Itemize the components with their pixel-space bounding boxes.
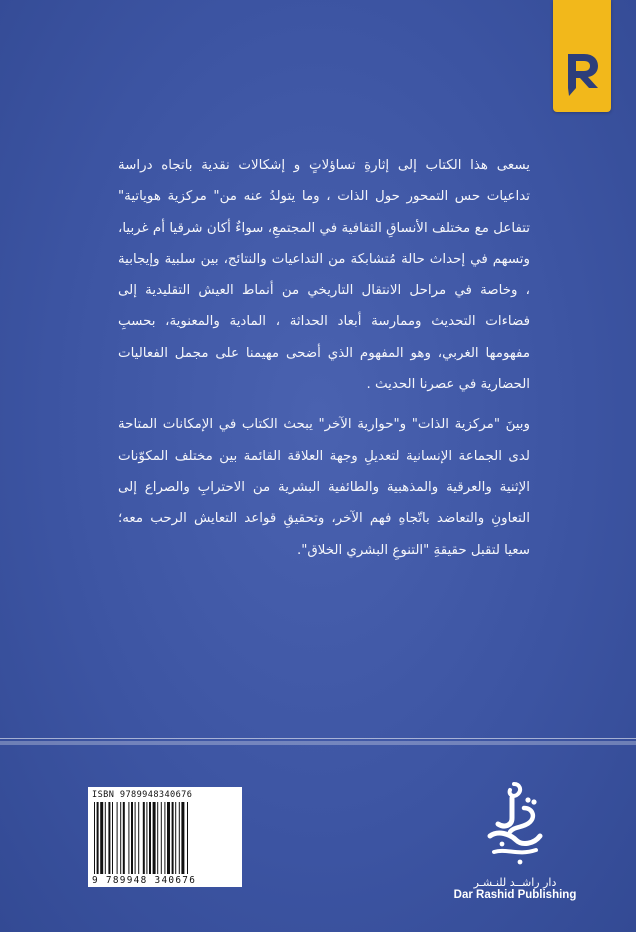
isbn-barcode [88,787,242,887]
isbn-label: ISBN 9789948340676 [92,790,193,800]
publisher-badge [553,0,611,112]
publisher-block [430,778,600,901]
isbn-digits: 9 789948 340676 [92,875,197,886]
barcode-bars [92,802,238,874]
divider-line [0,738,636,739]
publisher-name-english: Dar Rashid Publishing [453,889,577,901]
r-logo-icon [560,50,604,96]
blurb-paragraph: يسعى هذا الكتاب إلى إثارةِ تساؤلاتٍ و إشكالات نقدية باتجاه دراسة تداعيات حس التمحور حول الذات ، وما يتولدُ عنه من" مركزية هوياتية" تتفاعل مع مختلف الأنساقِ الثقافية في المجتمعِ، سواءٌ أكان شرقيا أم غربيا، وتسهم في إحداث حالة مُتشابكة من التداعيات والنتائج، بين سلبية وإيجابية ، وخاصة في مراحل الانتقال التاريخي من أنماط العيش التقليدية إلى فضاءات التحديث وممارسة أبعاد الحداثة ، المادية والمعنوية، بحسبِ مفهومها الغربي، وهو المفهوم الذي أضحى مهيمنا على مجمل الفعاليات الحضارية في عصرنا الحديث . [118,158,530,393]
blurb-paragraph: وبينَ "مركزية الذات" و"حوارية الآخر" يبحث الكتاب في الإمكانات المتاحة لدى الجماعة الإنسانية لتعديلِ وجهة العلاقة القائمة بين مختلف المكوّنات الإثنية والعرقية والمذهبية والطائفية البشرية من الاحترابِ والصراع إلى التعاونِ والتعاضد باتّجاهِ فهم الآخر، وتحقيقِ قواعد التعايش الرحب معه؛ سعيا لتقبل حقيقةِ "التنوعِ البشري الخلاق". [118,417,530,558]
divider-band [0,741,636,745]
back-cover-blurb [118,150,530,566]
dar-rashid-calligraphy-logo-icon [470,778,560,870]
publisher-name-arabic: دار راشــد للنـشـر [473,876,557,889]
